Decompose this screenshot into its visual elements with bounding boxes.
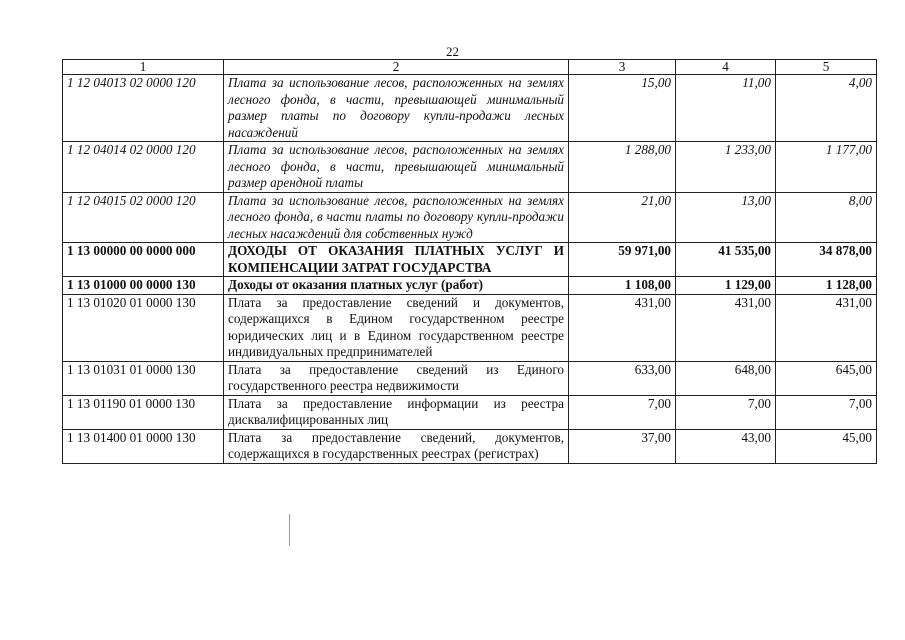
budget-code: 1 13 01031 01 0000 130 <box>63 361 224 395</box>
revenue-name: Плата за использование лесов, расположенных на землях лесного фонда, в части, превышающей минимальный размер арендной платы <box>224 142 569 193</box>
table-row <box>63 243 877 277</box>
header-row <box>63 60 877 75</box>
value-col-5: 8,00 <box>776 192 877 243</box>
revenue-name: Плата за предоставление информации из реестра дисквалифицированных лиц <box>224 395 569 429</box>
value-col-3: 1 288,00 <box>569 142 676 193</box>
value-col-3: 59 971,00 <box>569 243 676 277</box>
table-row <box>63 75 877 142</box>
revenue-name: ДОХОДЫ ОТ ОКАЗАНИЯ ПЛАТНЫХ УСЛУГ И КОМПЕНСАЦИИ ЗАТРАТ ГОСУДАРСТВА <box>224 243 569 277</box>
value-col-4: 13,00 <box>676 192 776 243</box>
table-row <box>63 429 877 463</box>
column-header-3: 3 <box>569 60 676 75</box>
value-col-5: 7,00 <box>776 395 877 429</box>
revenue-name: Плата за использование лесов, расположенных на землях лесного фонда, в части, превышающей минимальный размер платы по договору купли-продажи лесных насаждений <box>224 75 569 142</box>
table-row <box>63 277 877 295</box>
budget-code: 1 13 00000 00 0000 000 <box>63 243 224 277</box>
revenue-table <box>62 59 877 464</box>
value-col-3: 7,00 <box>569 395 676 429</box>
table-header <box>63 60 877 75</box>
budget-code: 1 12 04013 02 0000 120 <box>63 75 224 142</box>
column-header-5: 5 <box>776 60 877 75</box>
value-col-3: 21,00 <box>569 192 676 243</box>
value-col-5: 34 878,00 <box>776 243 877 277</box>
value-col-4: 7,00 <box>676 395 776 429</box>
table-row <box>63 192 877 243</box>
revenue-name: Доходы от оказания платных услуг (работ) <box>224 277 569 295</box>
column-header-1: 1 <box>63 60 224 75</box>
budget-code: 1 13 01400 01 0000 130 <box>63 429 224 463</box>
revenue-name: Плата за использование лесов, расположенных на землях лесного фонда, в части платы по договору купли-продажи лесных насаждений для собственных нужд <box>224 192 569 243</box>
value-col-4: 41 535,00 <box>676 243 776 277</box>
value-col-4: 43,00 <box>676 429 776 463</box>
table-row <box>63 294 877 361</box>
value-col-4: 1 233,00 <box>676 142 776 193</box>
binding-mark <box>289 514 290 546</box>
value-col-3: 37,00 <box>569 429 676 463</box>
value-col-3: 15,00 <box>569 75 676 142</box>
table-row <box>63 395 877 429</box>
revenue-name: Плата за предоставление сведений и документов, содержащихся в Едином государственном реестре юридических лиц и в Едином государственном реестре индивидуальных предпринимателей <box>224 294 569 361</box>
budget-code: 1 12 04015 02 0000 120 <box>63 192 224 243</box>
budget-code: 1 13 01190 01 0000 130 <box>63 395 224 429</box>
value-col-4: 11,00 <box>676 75 776 142</box>
value-col-3: 431,00 <box>569 294 676 361</box>
value-col-4: 431,00 <box>676 294 776 361</box>
revenue-name: Плата за предоставление сведений, документов, содержащихся в государственных реестрах (регистрах) <box>224 429 569 463</box>
column-header-2: 2 <box>224 60 569 75</box>
table-row <box>63 361 877 395</box>
value-col-5: 4,00 <box>776 75 877 142</box>
budget-code: 1 12 04014 02 0000 120 <box>63 142 224 193</box>
revenue-name: Плата за предоставление сведений из Единого государственного реестра недвижимости <box>224 361 569 395</box>
value-col-3: 1 108,00 <box>569 277 676 295</box>
table-row <box>63 142 877 193</box>
value-col-4: 648,00 <box>676 361 776 395</box>
budget-code: 1 13 01000 00 0000 130 <box>63 277 224 295</box>
value-col-5: 431,00 <box>776 294 877 361</box>
table-body <box>63 75 877 464</box>
value-col-3: 633,00 <box>569 361 676 395</box>
value-col-5: 645,00 <box>776 361 877 395</box>
budget-code: 1 13 01020 01 0000 130 <box>63 294 224 361</box>
value-col-5: 1 177,00 <box>776 142 877 193</box>
value-col-4: 1 129,00 <box>676 277 776 295</box>
column-header-4: 4 <box>676 60 776 75</box>
value-col-5: 1 128,00 <box>776 277 877 295</box>
value-col-5: 45,00 <box>776 429 877 463</box>
page-number: 22 <box>446 44 459 59</box>
